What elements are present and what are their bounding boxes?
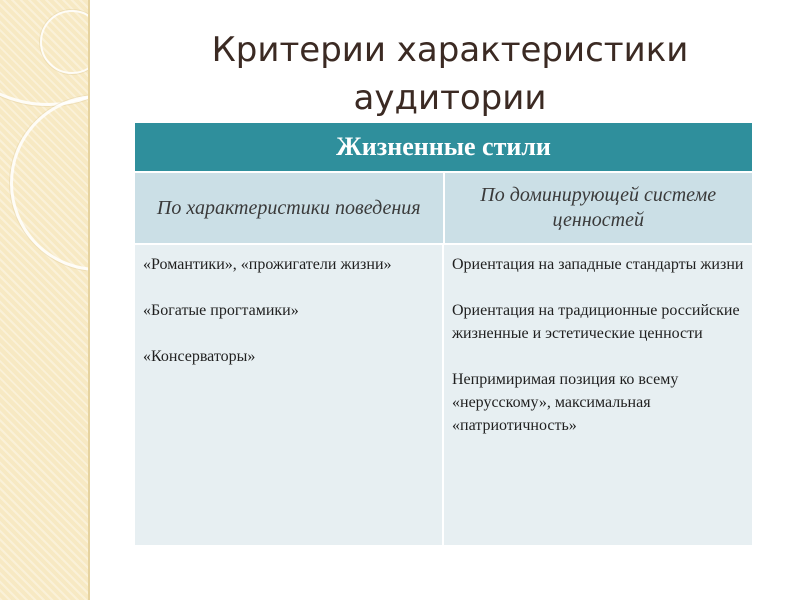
list-item: Ориентация на традиционные российские жизненные и эстетические ценности bbox=[452, 302, 740, 342]
strip-divider bbox=[88, 0, 90, 600]
list-item: «Консерваторы» bbox=[143, 348, 256, 365]
column-header-values: По доминирующей системе ценностей bbox=[443, 173, 753, 243]
table-body-row bbox=[135, 245, 752, 545]
table-subheader-row bbox=[135, 173, 752, 245]
column-header-behavior: По характеристики поведения bbox=[156, 196, 421, 219]
slide-title: Критерии характеристики аудитории bbox=[211, 30, 689, 118]
decorative-ring bbox=[10, 95, 88, 271]
list-item: «Романтики», «прожигатели жизни» bbox=[143, 256, 392, 273]
list-item: Непримиримая позиция ко всему «нерусскому», максимальная «патриотичность» bbox=[452, 371, 679, 434]
list-item: «Богатые прогтамики» bbox=[143, 302, 299, 319]
decorative-side-strip bbox=[0, 0, 88, 600]
list-item: Ориентация на западные стандарты жизни bbox=[452, 256, 744, 273]
lifestyle-table bbox=[135, 123, 752, 545]
values-cell bbox=[442, 245, 752, 545]
behavior-cell bbox=[135, 245, 442, 545]
table-header: Жизненные стили bbox=[135, 123, 752, 173]
